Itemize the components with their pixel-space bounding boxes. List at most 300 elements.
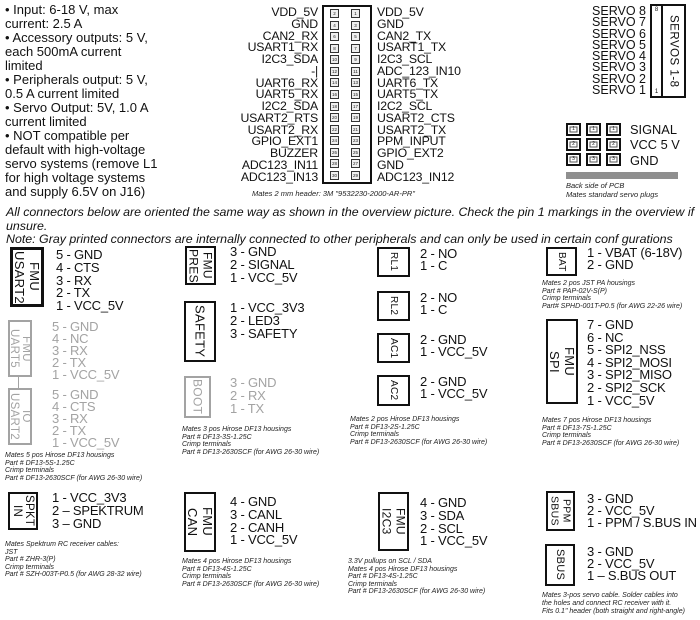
connector-title — [548, 249, 575, 274]
note-line: Part # DF13-5S-1.25C — [5, 459, 75, 467]
header-pin-label: GPIO_EXT2 — [377, 146, 444, 160]
servo-plug-note-line: Mates standard servo plugs — [566, 189, 659, 199]
connector-title — [379, 293, 408, 319]
power-note-line: for high voltage systems — [5, 170, 146, 185]
pin-number-box: 23 — [352, 138, 358, 144]
header-pin-column-right — [351, 9, 361, 180]
power-note-line: limited — [5, 58, 43, 73]
servo-plug-pin: 3 — [586, 153, 601, 166]
pin-label: 3 - SPI2_MISO — [587, 367, 672, 383]
pin-label: 2 - NO — [420, 290, 458, 305]
pins-fmu-can — [230, 496, 297, 547]
pin-label: 3 - GND — [587, 491, 634, 506]
note-line: Part # PAP-02V-S(P) — [542, 287, 607, 295]
pin-label: 3 - RX — [52, 343, 88, 358]
note-line: Part # DF13-2630SCF (for AWG 26-30 wire) — [182, 580, 320, 588]
pin-number-box: 21 — [352, 126, 358, 132]
pins-rl2 — [420, 292, 457, 316]
pin-label: 1 - VCC_5V — [420, 533, 488, 549]
note-line: JST — [5, 548, 18, 556]
header-pin-label: USART2_RTS — [240, 110, 318, 125]
connector-title-line: FMU — [393, 508, 408, 535]
pin-label: 5 - GND — [52, 387, 99, 402]
note-line: 3.3V pullups on SCL / SDA — [348, 558, 432, 565]
header-pin-label: ADC123_IN13 — [240, 169, 318, 184]
note-line: Fits 0.1" header (both straight and right-angle) — [542, 608, 685, 616]
servo-plug-pin: 3 — [606, 153, 621, 166]
connector-title-line: BOOT — [190, 379, 205, 415]
pins-ac1 — [420, 334, 487, 358]
orientation-note-line: All connectors below are oriented the same way as shown in the overview picture. Check the pin 1 markings in the overview if unsure. — [6, 205, 695, 233]
pin-label: 2 - SIGNAL — [230, 256, 295, 272]
notes-column1 — [5, 452, 142, 482]
servo-plug-pin-label: GND — [630, 152, 659, 168]
connector-title-line: AC1 — [388, 337, 399, 359]
pin-number-box: 22 — [331, 126, 337, 132]
pins-fmu-i2c3 — [420, 497, 487, 548]
pins-spkt-in — [52, 492, 144, 530]
connector-fmu-pres — [185, 246, 216, 285]
header-pin-label: VDD_5V — [377, 5, 424, 19]
connector-fmu-can — [184, 492, 216, 552]
header-pin-label: I2C2_SCL — [377, 99, 433, 113]
pin-label: 3 - SAFETY — [230, 325, 298, 341]
pins-boot — [230, 377, 276, 415]
pins-safety — [230, 302, 304, 340]
pin-label: 1 - VCC_5V — [52, 367, 120, 382]
pins-fmu-uart5 — [52, 321, 119, 381]
pin-label: 5 - SPI2_NSS — [587, 342, 666, 358]
header-pin-label: GPIO_EXT1 — [251, 134, 318, 149]
pin-number-box: 5 — [351, 32, 360, 41]
pin-number-box: 4 — [330, 21, 339, 30]
pin-number-box: 28 — [331, 161, 337, 167]
pins-io-usart2 — [52, 389, 119, 449]
pin-number-box: 27 — [352, 161, 358, 167]
connector-fmu-spi — [546, 319, 578, 404]
connector-title-line: PRES — [186, 248, 201, 283]
header-pin-label: USART2_TX — [377, 122, 447, 137]
connector-title-line: BAT — [556, 251, 567, 272]
power-note-line: 0.5 A current limited — [5, 86, 120, 101]
header-pin-label: GND — [291, 16, 318, 31]
servo-plug-column — [606, 123, 621, 166]
note-line: Crimp terminals — [542, 432, 592, 440]
connector-bat — [546, 247, 577, 276]
pin-label: 1 - VCC_5V — [420, 386, 488, 401]
pin-label: 1 - VCC_3V3 — [230, 300, 305, 315]
power-note-line: • Input: 6-18 V, max — [5, 2, 119, 17]
connector-ac1 — [377, 333, 410, 363]
connector-fmu-i2c3 — [378, 492, 409, 551]
pin-label: 1 - PPM / S.BUS IN — [587, 515, 697, 530]
header-left-pin-labels — [232, 7, 318, 183]
note-line: the holes and connect RC receiver with it. — [542, 600, 672, 608]
connector-title-line: USART2 — [8, 393, 20, 440]
connector-title — [186, 494, 214, 550]
pin-number-box: 20 — [331, 115, 337, 121]
connector-link-line — [18, 377, 19, 388]
connector-title-line: CAN — [185, 507, 200, 537]
connector-title-line: UART5 — [8, 329, 20, 368]
pin-label: 2 - GND — [420, 374, 467, 389]
pin-number-box: 1 — [351, 9, 360, 18]
note-line: Part # DF13-4S-1.25C — [348, 573, 418, 581]
orientation-note — [6, 206, 700, 247]
connector-title-line: SPKT — [23, 495, 35, 527]
pin-number-box: 19 — [352, 115, 358, 121]
connector-title-line: FMU — [200, 507, 215, 537]
pin-number-box: 11 — [351, 67, 360, 76]
pin-label: 1 - VCC_5V — [230, 269, 298, 285]
header-pin-label: I2C3_SDA — [261, 52, 318, 66]
pin-label: 4 - CTS — [56, 259, 100, 275]
notes-column3 — [350, 416, 487, 446]
connector-fmu-usart2 — [10, 247, 44, 307]
connector-title-line: SPI — [547, 350, 562, 373]
pin-label: 2 - GND — [420, 332, 467, 347]
pin-label: 2 - GND — [587, 257, 634, 272]
pin-label: 1 - VCC_5V — [230, 532, 298, 548]
header-pin-label: ADC123_IN11 — [241, 157, 318, 172]
pins-rl1 — [420, 248, 457, 272]
note-line: Mates 4 pos Hirose DF13 housings — [182, 558, 292, 565]
pin-label: 2 - SCL — [420, 520, 463, 536]
header-pin-label: UART5_TX — [377, 87, 439, 102]
connector-title-line: SAFETY — [192, 305, 208, 358]
servo-pin-number-bottom: 1 — [654, 89, 659, 95]
servo-pin-label: SERVO 4 — [592, 49, 646, 64]
orientation-note-line: Note: Gray printed connectors are internally connected to other peripherals and can only be used in certain conf gurations — [6, 232, 673, 247]
notes-sbus — [542, 592, 685, 617]
pin-number-box: 10 — [331, 57, 337, 63]
connector-title-line: FMU — [27, 262, 42, 292]
pin-label: 1 - VCC_5V — [52, 435, 120, 450]
note-line: Mates 2 pos JST PA housings — [542, 280, 635, 287]
connector-title-line: FMU — [20, 335, 32, 362]
servo-plug-column — [586, 123, 601, 166]
pin-label: 6 - NC — [587, 329, 624, 345]
connector-io-usart2 — [8, 388, 32, 445]
servo-pin-label: SERVO 6 — [592, 26, 646, 41]
header-pin-label: VDD_5V — [271, 5, 318, 19]
header-pin-column-left — [330, 9, 340, 180]
pin-number-box: 17 — [352, 103, 358, 109]
pins-ppm-sbus — [587, 493, 697, 529]
notes-fmu-spi — [542, 417, 679, 447]
connector-ppm-sbus — [546, 491, 575, 531]
connector-title — [380, 494, 407, 549]
note-line: Mates 4 pos Hirose DF13 housings — [348, 565, 458, 573]
pin-number-box: 26 — [331, 149, 337, 155]
header-pin-label: BUZZER — [270, 146, 318, 160]
connector-rl1 — [377, 247, 410, 277]
connector-title-line: USART2 — [12, 250, 27, 304]
pin-number-box: 24 — [331, 138, 337, 144]
header-pin-label: PPM_INPUT — [377, 134, 446, 149]
servo-pin-label: SERVO 8 — [592, 4, 646, 18]
pin-number-box: 9 — [351, 55, 360, 64]
connector-title — [379, 335, 408, 361]
pin-label: 3 - RX — [56, 272, 92, 288]
pin-label: 2 - CANH — [230, 519, 285, 535]
note-line: Crimp terminals — [5, 563, 55, 571]
pins-fmu-usart2 — [56, 249, 123, 313]
pin-label: 1 - VCC_5V — [420, 344, 488, 359]
connector-title-line: IN — [11, 504, 23, 518]
pin-label: 1 - VCC_3V3 — [52, 490, 127, 505]
connector-title — [379, 249, 408, 275]
note-line: Part # DF13-2S-1.25C — [350, 423, 420, 431]
header-pin-label: USART2_CTS — [377, 110, 455, 125]
servo-plug-pin: 1 — [606, 123, 621, 136]
power-note-line: servo systems (remove L1 — [5, 156, 158, 171]
servo-plug-pin-labels — [630, 122, 680, 168]
header-pin-label: ADC123_IN12 — [377, 169, 455, 184]
power-note-line: • Peripherals output: 5 V, — [5, 72, 148, 87]
pin-number-box: 16 — [331, 91, 337, 97]
note-line: Part # DF13-2630SCF (for AWG 26-30 wire) — [542, 439, 680, 447]
pin-label: 4 - SPI2_MOSI — [587, 354, 672, 370]
pins-fmu-spi — [587, 319, 672, 407]
pin-label: 3 - GND — [230, 375, 277, 390]
servo-plug-pin: 1 — [586, 123, 601, 136]
connector-title — [187, 248, 214, 283]
pin-label: 2 - NO — [420, 246, 458, 261]
connector-title-line: AC2 — [388, 380, 399, 401]
power-note-line: • NOT compatible per — [5, 128, 130, 143]
header-right-pin-labels — [377, 7, 517, 183]
servo-plug-pin: 2 — [586, 138, 601, 151]
servo-pin-label: SERVO 7 — [592, 15, 646, 30]
pin-label: 1 – S.BUS OUT — [587, 568, 677, 583]
note-line: Part # DF13-4S-1.25C — [182, 565, 252, 573]
header-connector-graphic — [322, 5, 372, 184]
connector-title — [548, 321, 576, 402]
note-line: Part # DF13-3S-1.25C — [182, 433, 252, 441]
header-pin-label: -| — [311, 63, 318, 78]
pin-label: 2 - VCC_5V — [587, 503, 655, 518]
servo-plug-pin: 3 — [566, 153, 581, 166]
pin-number-box: 7 — [351, 44, 360, 53]
connector-title-line: IO — [20, 410, 32, 423]
pin-number-box: 6 — [330, 32, 339, 41]
servo-pin-number-top: 8 — [654, 7, 659, 13]
pin-label: 4 - CTS — [52, 399, 96, 414]
servo-pin-label: SERVO 1 — [592, 83, 646, 98]
header-pin-label: CAN2_RX — [262, 28, 318, 43]
header-pin-label: CAN2_TX — [377, 28, 431, 43]
connector-title — [10, 322, 30, 375]
header-pin-label: USART1_TX — [377, 40, 447, 55]
pin-label: 5 - GND — [56, 247, 103, 262]
pin-label: 5 - GND — [52, 319, 99, 334]
note-line: Part # DF13-2630SCF (for AWG 26-30 wire) — [182, 448, 320, 456]
notes-fmu-i2c3 — [348, 558, 485, 596]
connector-title-line: RL1 — [388, 252, 399, 272]
pin-label: 3 - CANL — [230, 506, 282, 522]
note-line: Mates 3 pos Hirose DF13 housings — [182, 426, 292, 433]
note-line: Part # DF13-2630SCF (for AWG 26-30 wire) — [350, 438, 488, 446]
pin-number-box: 15 — [352, 91, 358, 97]
note-line: Crimp terminals — [350, 431, 400, 439]
note-line: Crimp terminals — [182, 441, 232, 449]
servo-pin-strip — [652, 6, 663, 96]
connector-sbus — [545, 544, 575, 586]
header-pin-label: USART1_RX — [247, 40, 318, 55]
notes-column2 — [182, 426, 319, 456]
servo-plug-pin: 2 — [566, 138, 581, 151]
servo-pin-labels — [584, 6, 646, 96]
note-line: Mates Spektrum RC receiver cables: — [5, 541, 119, 548]
header-pin-label: I2C2_SDA — [261, 99, 318, 113]
note-line: Mates 7 pos Hirose DF13 housings — [542, 417, 652, 424]
connector-title-line: SBUS — [554, 549, 566, 581]
pin-label: 1 - C — [420, 302, 448, 317]
pin-label: 3 - GND — [230, 244, 277, 259]
note-line: Part # ZHR-3(P) — [5, 556, 56, 564]
connector-title — [10, 390, 30, 443]
pin-label: 2 - VCC_5V — [587, 556, 655, 571]
power-note-line: current: 2.5 A — [5, 16, 83, 31]
servo-plug-note-line: Back side of PCB — [566, 181, 625, 190]
connector-safety — [184, 301, 216, 362]
notes-bat — [542, 280, 682, 310]
connector-title — [10, 494, 36, 528]
note-line: Part # DF13-2630SCF (for AWG 26-30 wire) — [348, 588, 486, 596]
power-note-line: each 500mA current — [5, 44, 122, 59]
pin-label: 4 - GND — [230, 494, 277, 509]
connector-title-line: SBUS — [548, 496, 561, 526]
pin-label: 1 - VCC_5V — [587, 392, 655, 408]
pin-label: 2 – SPEKTRUM — [52, 502, 144, 518]
pin-label: 3 – GND — [52, 515, 102, 531]
connector-title — [379, 377, 408, 404]
pcb-edge-bar — [566, 172, 678, 179]
connector-title — [186, 303, 214, 360]
pin-number-box: 8 — [330, 44, 339, 53]
power-note-line: • Servo Output: 5V, 1.0 A — [5, 100, 149, 115]
power-note-line: and supply 6.5V on J16) — [5, 184, 146, 199]
header-pin-label: UART6_TX — [377, 75, 439, 90]
note-line: Part # DF13-2630SCF (for AWG 26-30 wire) — [5, 474, 143, 482]
servo-pin-label: SERVO 3 — [592, 60, 646, 75]
pin-label: 4 - GND — [420, 495, 467, 510]
pins-ac2 — [420, 376, 487, 400]
connector-ac2 — [377, 375, 410, 406]
note-line: Mates 5 pos Hirose DF13 housings — [5, 452, 115, 459]
pin-number-box: 25 — [352, 149, 358, 155]
note-line: Crimp terminals — [348, 580, 398, 588]
power-note-line: default with high-voltage — [5, 142, 146, 157]
connector-title-line: PPM — [560, 499, 573, 523]
note-line: Crimp terminals — [5, 467, 55, 475]
note-line: Crimp terminals — [542, 295, 592, 303]
servo-plug-pin: 1 — [566, 123, 581, 136]
notes-fmu-can — [182, 558, 319, 588]
connector-rl2 — [377, 291, 410, 321]
note-line: Part # SZH-003T-P0.5 (for AWG 28-32 wire) — [5, 571, 142, 579]
header-pin-label: ADC_123_IN10 — [377, 63, 461, 78]
note-line: Mates 2 pos Hirose DF13 housings — [350, 416, 460, 423]
servo-rail-connector — [650, 4, 686, 98]
pin-label: 3 - GND — [587, 544, 634, 559]
pin-label: 2 - TX — [52, 423, 86, 438]
connector-title-line: FMU — [200, 252, 215, 279]
pin-label: 1 - VCC_5V — [56, 298, 124, 314]
pin-label: 1 - TX — [230, 400, 264, 416]
pin-number-box: 18 — [331, 103, 337, 109]
header-pin-label: GND — [377, 157, 404, 172]
pin-label: 2 - LED3 — [230, 312, 280, 328]
servo-plug-grid — [566, 123, 621, 166]
pin-number-box: 2 — [330, 9, 339, 18]
pin-number-box: 12 — [331, 68, 337, 74]
pin-label: 3 - RX — [52, 411, 88, 426]
pin-number-box: 3 — [351, 21, 360, 30]
notes-spkt-in — [5, 541, 142, 579]
pin-label: 2 - TX — [56, 285, 90, 301]
pin-label: 4 - NC — [52, 331, 89, 346]
servo-plug-notes — [566, 182, 658, 199]
power-spec-notes — [5, 3, 247, 199]
header-pin-label: GND — [377, 16, 404, 31]
pins-bat — [587, 247, 682, 271]
pin-number-box: 14 — [331, 80, 337, 86]
connector-spkt-in — [8, 492, 38, 530]
servo-plug-pin-label: VCC 5 V — [630, 137, 680, 153]
pin-label: 3 - SDA — [420, 507, 465, 523]
connector-title-line: RL2 — [388, 296, 399, 316]
connector-title-line: FMU — [562, 346, 577, 377]
header-mating-caption: Mates 2 mm header: 3M "9532230-2000-AR-PR" — [252, 189, 415, 198]
pin-number-box: 30 — [331, 172, 337, 178]
pin-number-box: 13 — [352, 80, 358, 86]
connector-title — [547, 546, 573, 584]
connector-title-line: I2C3 — [379, 508, 394, 535]
pins-sbus — [587, 546, 676, 582]
servo-rail-title: SERVOS 1-8 — [667, 14, 680, 88]
pin-label: 2 - RX — [230, 387, 266, 403]
servo-pin-label: SERVO 5 — [592, 37, 646, 52]
header-pin-label: USART2_RX — [247, 122, 318, 137]
servo-plug-pin-label: SIGNAL — [630, 122, 677, 137]
note-line: Part# SPHD-001T-P0.5 (for AWG 22-26 wire) — [542, 302, 683, 310]
servo-plug-column — [566, 123, 581, 166]
pin-label: 7 - GND — [587, 317, 634, 332]
pin-number-box: 29 — [352, 172, 358, 178]
power-note-line: current limited — [5, 114, 87, 129]
note-line: Mates 3-pos servo cable. Solder cables into — [542, 592, 678, 599]
pin-label: 1 - VBAT (6-18V) — [587, 245, 683, 260]
servo-plug-pin: 2 — [606, 138, 621, 151]
pins-fmu-pres — [230, 246, 297, 284]
servo-pin-label: SERVO 2 — [592, 71, 646, 86]
connector-title — [548, 493, 573, 529]
connector-title — [186, 378, 209, 416]
header-pin-label: I2C3_SCL — [377, 52, 433, 66]
power-note-line: • Accessory outputs: 5 V, — [5, 30, 148, 45]
connector-boot — [184, 376, 211, 418]
pin-label: 2 - TX — [52, 355, 86, 370]
header-pin-label: UART5_RX — [255, 87, 318, 102]
connector-fmu-uart5 — [8, 320, 32, 377]
note-line: Crimp terminals — [182, 573, 232, 581]
pin-label: 1 - C — [420, 258, 448, 273]
note-line: Part # DF13-7S-1.25C — [542, 424, 612, 432]
pin-label: 2 - SPI2_SCK — [587, 379, 666, 395]
connector-title — [13, 250, 41, 304]
